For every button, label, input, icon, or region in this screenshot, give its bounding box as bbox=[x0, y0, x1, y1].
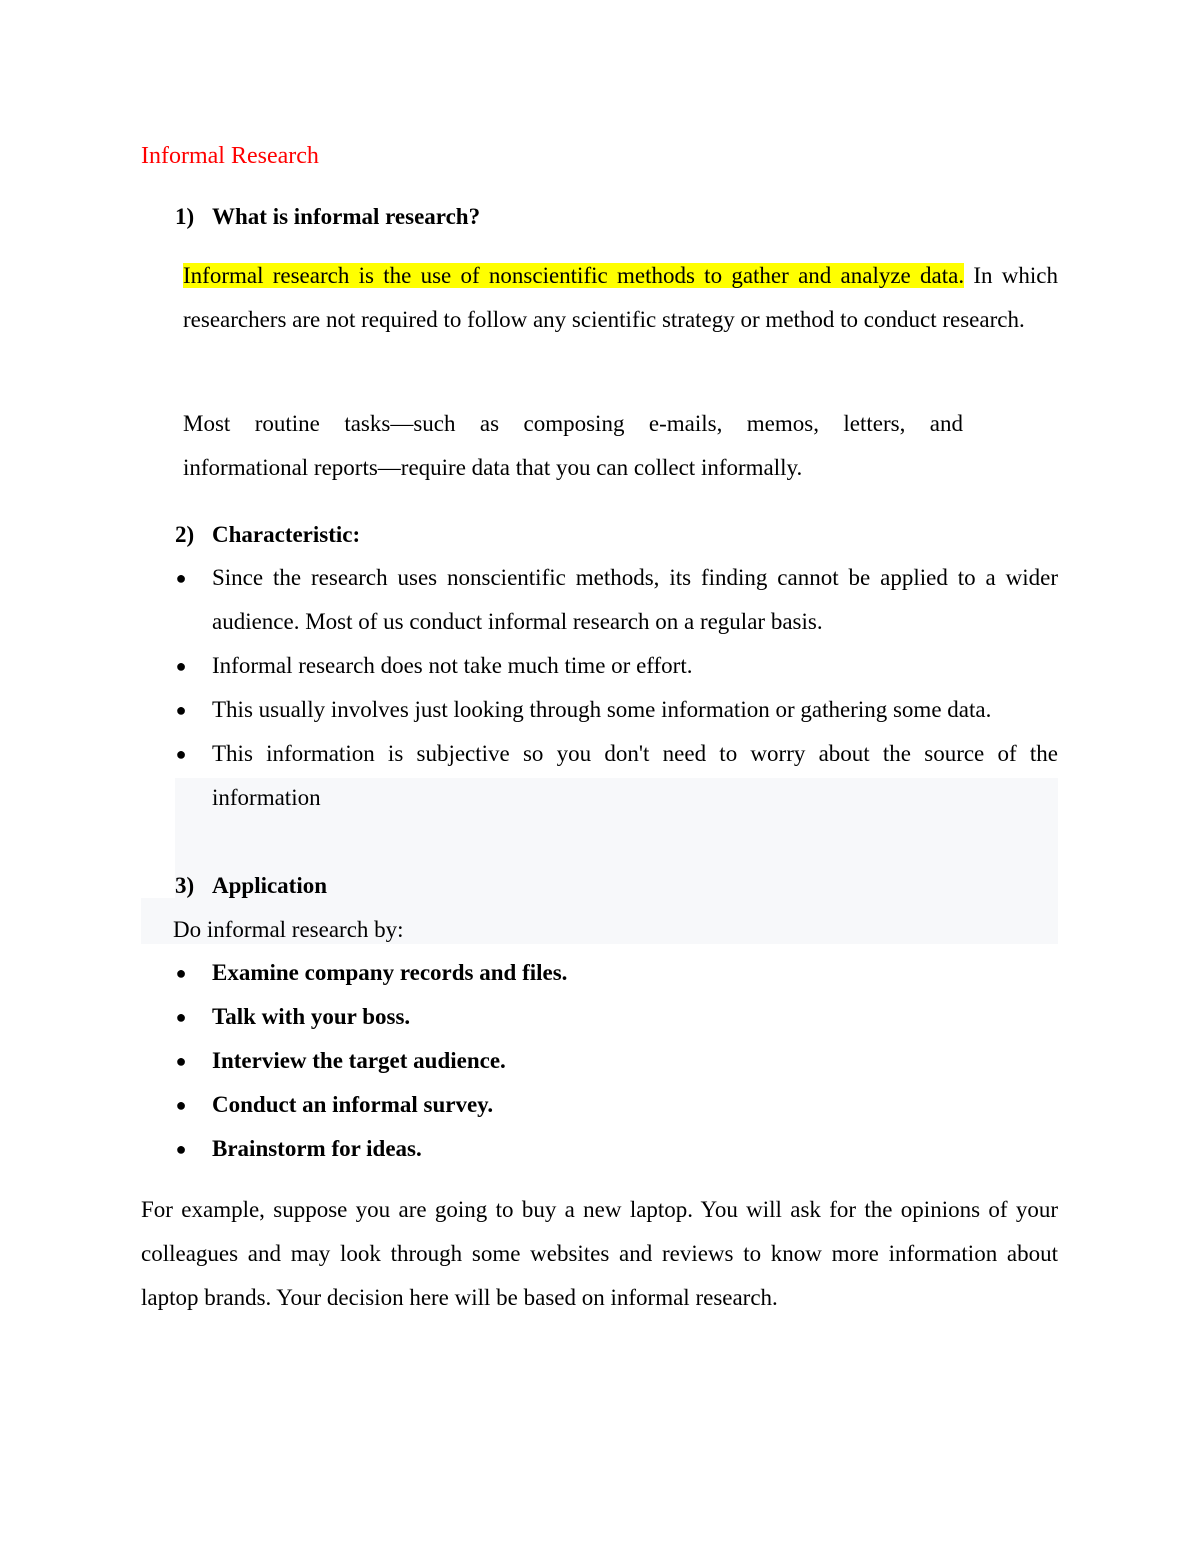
routine-tasks-line-2: informational reports—require data that you can collect informally. bbox=[183, 455, 803, 480]
list-item: ● Conduct an informal survey. bbox=[175, 1083, 1058, 1127]
section-1-heading bbox=[175, 202, 480, 232]
bullet-dot-icon: ● bbox=[175, 744, 187, 764]
list-item: ● Since the research uses nonscientific methods, its finding cannot be applied to a wider audience. Most of us conduct informal research on a regular basis. bbox=[175, 556, 1058, 644]
section-2-heading bbox=[175, 520, 360, 550]
list-item: ● Brainstorm for ideas. bbox=[175, 1127, 1058, 1171]
definition-paragraph bbox=[183, 254, 1058, 342]
section-1-number: 1) bbox=[175, 204, 195, 229]
section-2-heading-text: Characteristic: bbox=[212, 522, 361, 547]
list-item: ● Informal research does not take much time or effort. bbox=[175, 644, 1058, 688]
highlighted-definition: Informal research is the use of nonscientific methods to gather and analyze data. bbox=[183, 263, 965, 288]
bullet-dot-icon: ● bbox=[175, 656, 187, 676]
bullet-dot-icon: ● bbox=[175, 963, 187, 983]
list-item: ● Interview the target audience. bbox=[175, 1039, 1058, 1083]
application-list bbox=[175, 951, 1058, 1171]
closing-paragraph: For example, suppose you are going to buy a new laptop. You will ask for the opinions of your colleagues and may look through some websites and reviews to know more information about laptop brands. Your decision here will be based on informal research. bbox=[141, 1197, 1058, 1310]
list-item: ● This information is subjective so you don't need to worry about the source of the information bbox=[175, 732, 1058, 820]
routine-tasks-line-1: Most routine tasks—such as composing e-mails, memos, letters, and bbox=[183, 411, 963, 436]
application-intro: Do informal research by: bbox=[173, 917, 404, 942]
section-3-heading bbox=[175, 871, 327, 901]
bullet-dot-icon: ● bbox=[175, 1051, 187, 1071]
bullet-dot-icon: ● bbox=[175, 1007, 187, 1027]
section-3-heading-text: Application bbox=[212, 873, 328, 898]
bullet-dot-icon: ● bbox=[175, 700, 187, 720]
document-title: Informal Research bbox=[141, 143, 319, 169]
section-1-heading-text: What is informal research? bbox=[212, 204, 481, 229]
bullet-dot-icon: ● bbox=[175, 568, 187, 588]
bullet-dot-icon: ● bbox=[175, 1139, 187, 1159]
list-item: ● Examine company records and files. bbox=[175, 951, 1058, 995]
section-2-number: 2) bbox=[175, 522, 195, 547]
bullet-dot-icon: ● bbox=[175, 1095, 187, 1115]
section-3-number: 3) bbox=[175, 873, 195, 898]
characteristic-list bbox=[175, 556, 1058, 820]
definition-continuation: In which researchers are not required to follow any scientific strategy or method to conduct research. bbox=[183, 263, 1058, 332]
list-item: ● Talk with your boss. bbox=[175, 995, 1058, 1039]
list-item: ● This usually involves just looking through some information or gathering some data. bbox=[175, 688, 1058, 732]
